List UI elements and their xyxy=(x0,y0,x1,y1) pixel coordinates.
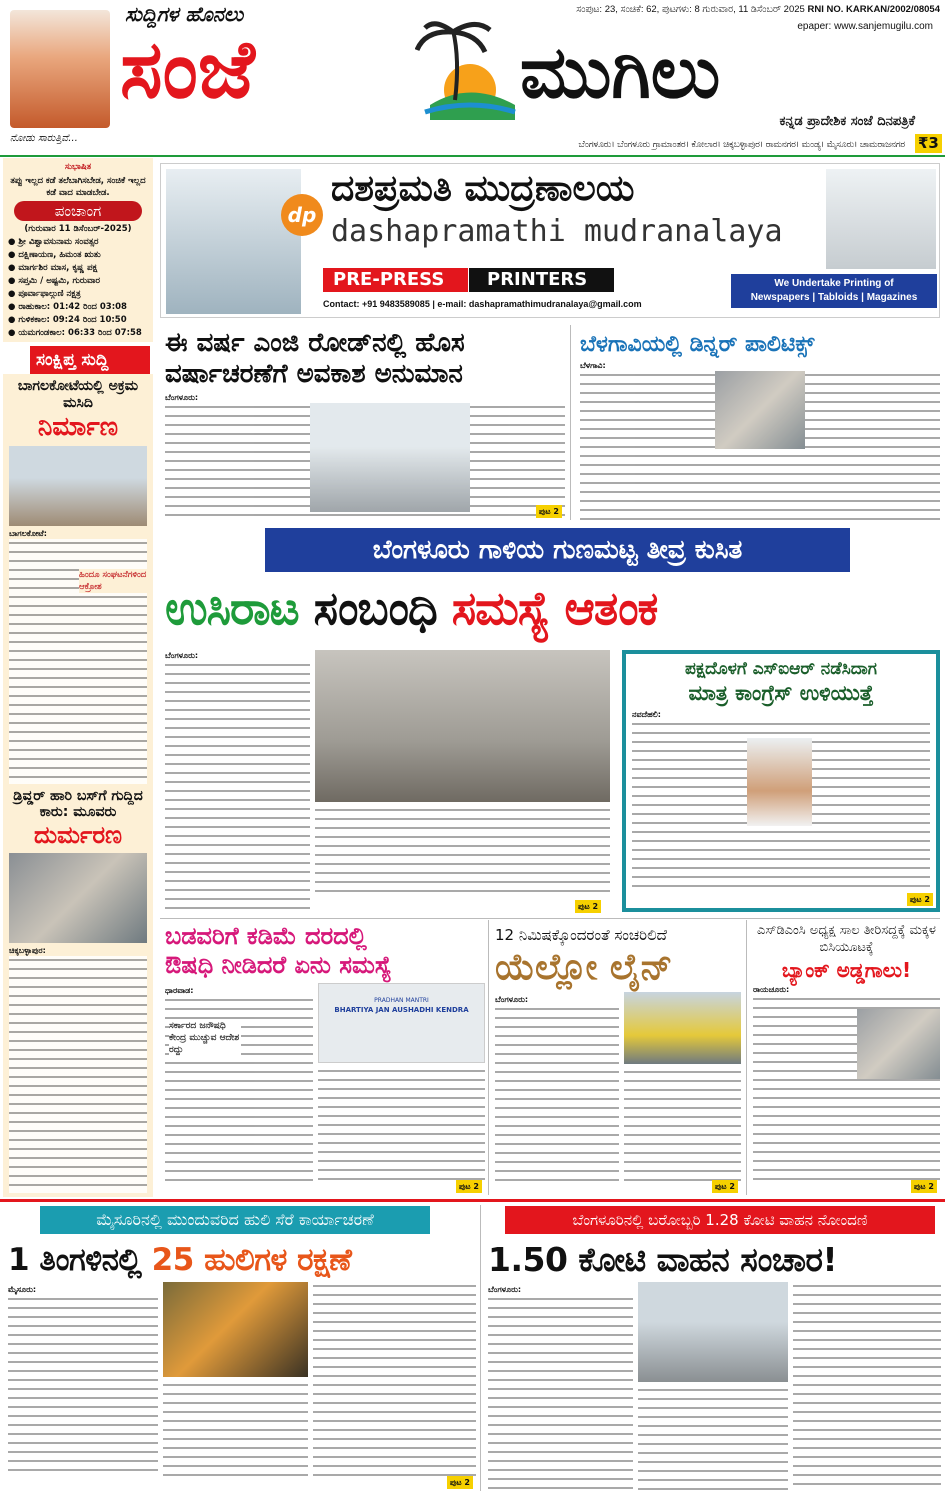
story-body xyxy=(793,1282,941,1491)
panchanga-item: ● ಪೂರ್ವಾಫಾಲ್ಗುಣಿ ನಕ್ಷತ್ರ xyxy=(8,289,81,299)
panchanga-item: ● ಮಾರ್ಗಶಿರ ಮಾಸ, ಕೃಷ್ಣ ಪಕ್ಷ xyxy=(8,263,98,273)
prepress-label: PRE-PRESS xyxy=(323,268,468,292)
rni-number: RNI NO. KARKAN/2002/08054 xyxy=(807,4,940,15)
story-headline: ಯೆಲ್ಲೋ ಲೈನ್ xyxy=(495,947,673,988)
tiger-col2 xyxy=(163,1282,308,1477)
panchanga-box xyxy=(3,158,153,342)
panchanga-item: ● ಶ್ರೀ ವಿಶ್ವಾವಸುನಾಮ ಸಂವತ್ಸರ xyxy=(8,237,99,247)
story-callout: ಸರ್ಕಾರದ ಜನೌಷಧಿ ಕೇಂದ್ರ ಮುಚ್ಚುವ ಆದೇಶ ರದ್ದು xyxy=(169,1020,240,1055)
medicine-col1 xyxy=(165,983,313,1181)
story-kicker: ಬಾಗಲಕೋಟೆಯಲ್ಲಿ ಅಕ್ರಮ ಮಸಿದಿ xyxy=(17,378,139,411)
story-kicker: 12 ನಿಮಿಷಕ್ಕೊಂದರಂತೆ ಸಂಚರಿಲಿದೆ xyxy=(495,926,667,944)
vidhana-soudha-photo xyxy=(638,1282,788,1382)
services-line: Newspapers | Tabloids | Magazines xyxy=(750,292,918,303)
story-headline xyxy=(165,922,485,980)
medicine-col2 xyxy=(318,983,485,1181)
story-body xyxy=(165,661,310,913)
ad-title-english: dashapramathi mudranalaya xyxy=(331,214,783,249)
headline-red: ಸಮಸ್ಯೆ ಆತಂಕ xyxy=(451,581,658,635)
panchanga-item: ● ರಾಹುಕಾಲ: 01:42 ರಿಂದ 03:08 xyxy=(8,302,127,312)
continued-badge[interactable]: ಪುಟ 2 xyxy=(575,900,601,913)
headline-green: ಉಸಿರಾಟ xyxy=(165,581,299,635)
story-body xyxy=(753,995,940,1181)
story-body xyxy=(632,720,930,889)
bottom-divider xyxy=(0,1199,945,1202)
story-body xyxy=(9,539,147,784)
tiger-photo xyxy=(163,1282,308,1377)
school-protest-photo xyxy=(857,1009,940,1079)
story-lead: ಬೆಂಗಳೂರು: xyxy=(495,995,529,1005)
medicine-columns xyxy=(165,983,485,1181)
story-body xyxy=(495,1005,619,1181)
printer-image xyxy=(826,169,936,269)
tiger-columns xyxy=(8,1282,476,1477)
story-headline: ಈ ವರ್ಷ ಎಂಜಿ ರೋಡ್‌ನಲ್ಲಿ ಹೊಸ ವರ್ಷಾಚರಣೆಗೆ ಅವಕಾಶ ಅನುಮಾನ xyxy=(165,328,465,390)
brief-news-heading: ಸಂಕ್ಷಿಪ್ತ ಸುದ್ದಿ xyxy=(30,346,150,374)
mg-road-photo xyxy=(310,403,470,512)
vehicles-banner: ಬೆಂಗಳೂರಿನಲ್ಲಿ ಬರೋಬ್ಬರಿ 1.28 ಕೋಟಿ ವಾಹನ ನೋಂದಣಿ xyxy=(505,1206,935,1234)
column-divider xyxy=(480,1205,481,1491)
masthead-title-mugilu: ಮುಗಿಲು xyxy=(520,30,721,114)
story-headline: ನಿರ್ಮಾಣ xyxy=(37,411,119,442)
tiger-banner: ಮೈಸೂರಿನಲ್ಲಿ ಮುಂದುವರಿದ ಹುಲಿ ಸೆರೆ ಕಾರ್ಯಾಚರಣೆ xyxy=(40,1206,430,1234)
ad-logo: dp xyxy=(281,194,323,236)
story-body xyxy=(313,1282,476,1477)
continued-badge[interactable]: ಪುಟ 2 xyxy=(907,893,933,906)
mosque-construction-photo xyxy=(9,446,147,526)
story-kicker: ಡ್ರಿವ್ಡರ್ ಹಾರಿ ಬಸ್‌ಗೆ ಗುದ್ದಿದ ಕಾರು: ಮೂವರು xyxy=(13,787,143,821)
vehicles-col2 xyxy=(638,1282,788,1491)
sir-story-box xyxy=(622,650,940,912)
subhashita-text: ತಪ್ಪು ಇಲ್ಲದ ಕಡೆ ತಲೆಬಾಗಿಸಬೇಡ, ಸಂಚಿಕೆ ಇಲ್ಲದ ಕಡೆ ವಾದ ಮಾಡಬೇಡ. xyxy=(10,176,146,198)
story-headline: 1.50 ಕೋಟಿ ವಾಹನ ಸಂಚಾರ! xyxy=(488,1240,838,1279)
story-lead: ಬೆಂಗಳೂರು: xyxy=(165,651,199,660)
bank-story xyxy=(753,922,940,1195)
story-headline: ಮಾತ್ರ ಕಾಂಗ್ರೆಸ್ ಉಳಿಯುತ್ತೆ xyxy=(688,681,874,706)
air-story-col1 xyxy=(165,648,310,913)
headline-orange: 25 ಹುಲಿಗಳ ರಕ್ಷಣೆ xyxy=(151,1242,352,1278)
headline-black: 1 ತಿಂಗಳಿನಲ್ಲಿ xyxy=(8,1242,142,1278)
story-lead: ಬೆಳಗಾವಿ: xyxy=(580,361,606,371)
masthead-subtitle: ಕನ್ನಡ ಪ್ರಾದೇಶಿಕ ಸಂಜೆ ದಿನಪತ್ರಿಕೆ xyxy=(779,114,915,129)
mg-road-story xyxy=(165,328,565,520)
air-quality-banner: ಬೆಂಗಳೂರು ಗಾಳಿಯ ಗುಣಮಟ್ಟ ತೀವ್ರ ಕುಸಿತ xyxy=(265,528,850,572)
subhashita-label: ಸುಭಾಷಿತ xyxy=(64,162,92,172)
accident-photo xyxy=(9,853,147,943)
issue-date: ಸಂಪುಟ: 23, ಸಂಚಿಕೆ: 62, ಪುಟಗಳು: 8 ಗುರುವಾರ, 11 ಡಿಸೆಂಬರ್ 2025 xyxy=(576,4,805,15)
column-divider xyxy=(570,325,571,520)
story-body xyxy=(580,371,940,520)
politician-photo xyxy=(747,738,812,826)
story-body xyxy=(315,806,610,898)
panchanga-date: (ಗುರುವಾರ 11 ಡಿಸೆಂಬರ್-2025) xyxy=(24,224,132,234)
story-body xyxy=(165,403,565,520)
metro-train-photo xyxy=(624,992,741,1064)
sign-text: BHARTIYA JAN AUSHADHI KENDRA xyxy=(334,1005,469,1014)
continued-badge[interactable]: ಪುಟ 2 xyxy=(911,1180,937,1193)
story-lead: ಬೆಂಗಳೂರು: xyxy=(488,1285,522,1294)
press-machine-image xyxy=(166,169,301,314)
sidebar-panel xyxy=(3,374,153,1197)
vehicles-col1 xyxy=(488,1282,633,1491)
continued-badge[interactable]: ಪುಟ 2 xyxy=(712,1180,738,1193)
story-body xyxy=(9,956,147,1193)
panchanga-list xyxy=(8,236,148,339)
column-divider xyxy=(746,920,747,1195)
column-divider xyxy=(488,920,489,1195)
tiger-col1 xyxy=(8,1282,158,1477)
story-body xyxy=(624,1068,741,1181)
vehicles-columns xyxy=(488,1282,941,1491)
sidebar-story xyxy=(9,378,147,784)
headline-line: ಬಡವರಿಗೆ ಕಡಿಮೆ ದರದಲ್ಲಿ xyxy=(165,922,367,950)
story-callout: ಹಿಂದೂ ಸಂಘಟನೆಗಳಿಂದ ಆಕ್ರೋಶ xyxy=(79,569,147,592)
issue-info xyxy=(576,3,940,17)
medicine-story xyxy=(165,922,485,1195)
story-headline xyxy=(8,1238,476,1282)
story-lead: ಚಿಕ್ಕಬಳ್ಳಾಪುರ: xyxy=(9,945,46,955)
editor-photo xyxy=(10,10,110,128)
headline-black: ಸಂಬಂಧಿ xyxy=(313,581,437,635)
story-lead: ಧಾರವಾಡ: xyxy=(165,985,194,995)
masthead-divider xyxy=(0,155,945,157)
jan-aushadhi-photo xyxy=(318,983,485,1063)
ad-services xyxy=(731,274,937,308)
continued-badge[interactable]: ಪುಟ 2 xyxy=(456,1180,482,1193)
story-kicker: ಎಸ್‌ಡಿಎಂಸಿ ಅಧ್ಯಕ್ಷ ಸಾಲ ತೀರಿಸದ್ದಕ್ಕೆ ಮಕ್ಕಳ ಬಿಸಿಯೂಟಕ್ಕೆ xyxy=(756,923,936,955)
panchanga-item: ● ಸಪ್ತಮಿ / ಅಷ್ಟಮಿ, ಗುರುವಾರ xyxy=(8,276,100,286)
ad-contact: Contact: +91 9483589085 | e-mail: dashapramathimudranalaya@gmail.com xyxy=(323,299,642,309)
masthead-tagline: ಸುದ್ದಿಗಳ ಹೊನಲು xyxy=(125,2,244,26)
left-sidebar xyxy=(3,158,153,1197)
story-headline: ಬೆಳಗಾವಿಯಲ್ಲಿ ಡಿನ್ನರ್ ಪಾಲಿಟಿಕ್ಸ್ xyxy=(580,332,815,357)
sign-text: PRADHAN MANTRI xyxy=(374,996,429,1004)
dinner-politics-photo xyxy=(715,371,805,449)
story-body xyxy=(163,1381,308,1477)
panchanga-title: ಪಂಚಾಂಗ xyxy=(14,201,142,221)
printing-ad[interactable] xyxy=(160,163,940,318)
photo-caption: ನೋಡು ಸಾರುತ್ತಿವೆ... xyxy=(10,133,78,144)
masthead-title-sanje: ಸಂಜೆ xyxy=(120,23,255,116)
story-kicker: ಪಕ್ಷದೊಳಗೆ ಎಸ್‌ಐಆರ್ ನಡೆಸಿದಾಗ xyxy=(685,659,877,679)
yellow-col1 xyxy=(495,992,619,1181)
continued-badge[interactable]: ಪುಟ 2 xyxy=(536,505,562,518)
story-lead: ರಾಯಚೂರು: xyxy=(753,985,790,994)
story-body xyxy=(8,1295,158,1477)
headline-line: ಔಷಧಿ ನೀಡಿದರೆ ಏನು ಸಮಸ್ಯೆ xyxy=(165,950,392,979)
sidebar-story xyxy=(9,788,147,1194)
belagavi-story xyxy=(580,332,940,520)
story-body xyxy=(318,1067,485,1181)
epaper-link[interactable]: epaper: www.sanjemugilu.com xyxy=(797,21,933,32)
panchanga-item: ● ದಕ್ಷಿಣಾಯಣ, ಹಿಮಂತ ಋತು xyxy=(8,250,101,260)
story-body xyxy=(488,1295,633,1491)
services-line: We Undertake Printing of xyxy=(774,278,894,289)
continued-badge[interactable]: ಪುಟ 2 xyxy=(447,1476,473,1489)
story-lead: ಬೆಂಗಳೂರು: xyxy=(165,393,199,403)
ad-titles xyxy=(331,166,821,252)
vehicles-story xyxy=(488,1206,941,1491)
main-headline xyxy=(165,576,940,640)
price-badge: ₹3 xyxy=(915,134,942,153)
story-lead: ಬಾಗಲಕೋಟೆ: xyxy=(9,528,47,538)
story-body xyxy=(165,996,313,1181)
printers-label: PRINTERS xyxy=(469,268,614,292)
story-lead: ನವದೆಹಲಿ: xyxy=(632,709,661,719)
section-divider xyxy=(160,918,940,919)
story-headline: ದುರ್ಮರಣ xyxy=(33,821,123,850)
regions-line: ಬೆಂಗಳೂರು। ಬೆಂಗಳೂರು ಗ್ರಾಮಾಂತರ। ಕೋಲಾರ। ಚಿಕ್ಕಬಳ್ಳಾಪುರ। ರಾಮನಗರ। ಮಂಡ್ಯ। ಮೈಸೂರು। ಚಾಮರಾಜನಗರ xyxy=(578,140,905,150)
yellow-line-story xyxy=(495,924,741,1195)
palm-sunset-logo xyxy=(415,20,520,120)
yellow-columns xyxy=(495,992,741,1181)
story-body xyxy=(638,1386,788,1491)
smog-traffic-photo xyxy=(315,650,610,802)
story-lead: ಮೈಸೂರು: xyxy=(8,1285,37,1294)
panchanga-item: ● ಯಮಗಂಡಕಾಲ: 06:33 ರಿಂದ 07:58 xyxy=(8,328,142,338)
story-headline: ಬ್ಯಾಂಕ್ ಅಡ್ಡಗಾಲು! xyxy=(781,958,912,982)
tiger-story xyxy=(8,1206,476,1491)
ad-title-kannada: ದಶಪ್ರಮತಿ ಮುದ್ರಣಾಲಯ xyxy=(331,168,635,209)
panchanga-item: ● ಗುಳಿಕಕಾಲ: 09:24 ರಿಂದ 10:50 xyxy=(8,315,127,325)
yellow-col2 xyxy=(624,992,741,1181)
